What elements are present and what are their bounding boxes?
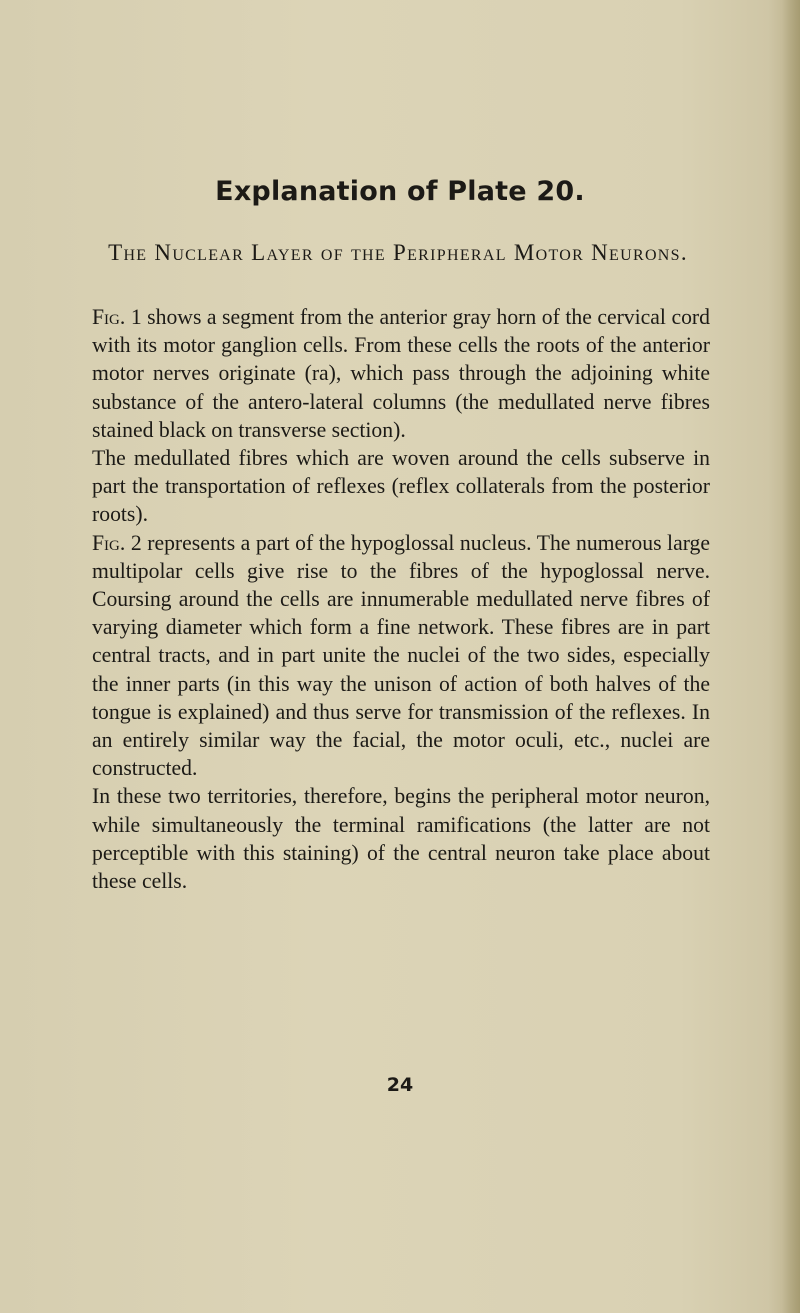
paragraph-conclusion: [92, 782, 710, 895]
paragraph-fig-2: [92, 529, 710, 783]
page-number: 24: [386, 1074, 414, 1096]
paragraph-text: 2 represents a part of the hypoglossal nucleus. The numerous large multipolar cells give rise to the fibres of the hypoglossal nerve. Coursing around the cells are innumerable medullated nerve fibres of varying diameter which form a fine network. These fibres are in part central tracts, and in part unite the nuclei of the two sides, especially the inner parts (in this way the unison of action of both halves of the tongue is explained) and thus serve for transmission of the reflexes. In an entirely similar way the facial, the motor oculi, etc., nuclei are constructed.: [92, 530, 710, 781]
paragraph-medullated-fibres: [92, 444, 710, 529]
paragraph-text: 1 shows a segment from the anterior gray horn of the cervical cord with its motor ganglion cells. From these cells the roots of the anterior motor nerves originate (ra), which pass through the adjoining white substance of the antero-lateral columns (the medullated nerve fibres stained black on transverse section).: [92, 305, 710, 442]
paragraph-text: In these two territories, therefore, begins the peripheral motor neuron, while simultaneously the terminal ramifications (the latter are not perceptible with this staining) of the central neuron take place about these cells.: [92, 784, 710, 894]
paragraph-fig-1: [92, 303, 710, 444]
fig-label: Fig.: [92, 305, 126, 329]
section-subtitle: The Nuclear Layer of the Peripheral Motor Neurons.: [108, 240, 688, 265]
paragraph-text: The medullated fibres which are woven around the cells subserve in part the transportation of reflexes (reflex collaterals from the posterior roots).: [92, 446, 710, 527]
page-heading: Explanation of Plate 20.: [215, 176, 585, 207]
fig-label: Fig.: [92, 530, 126, 555]
body-text: [92, 303, 710, 895]
